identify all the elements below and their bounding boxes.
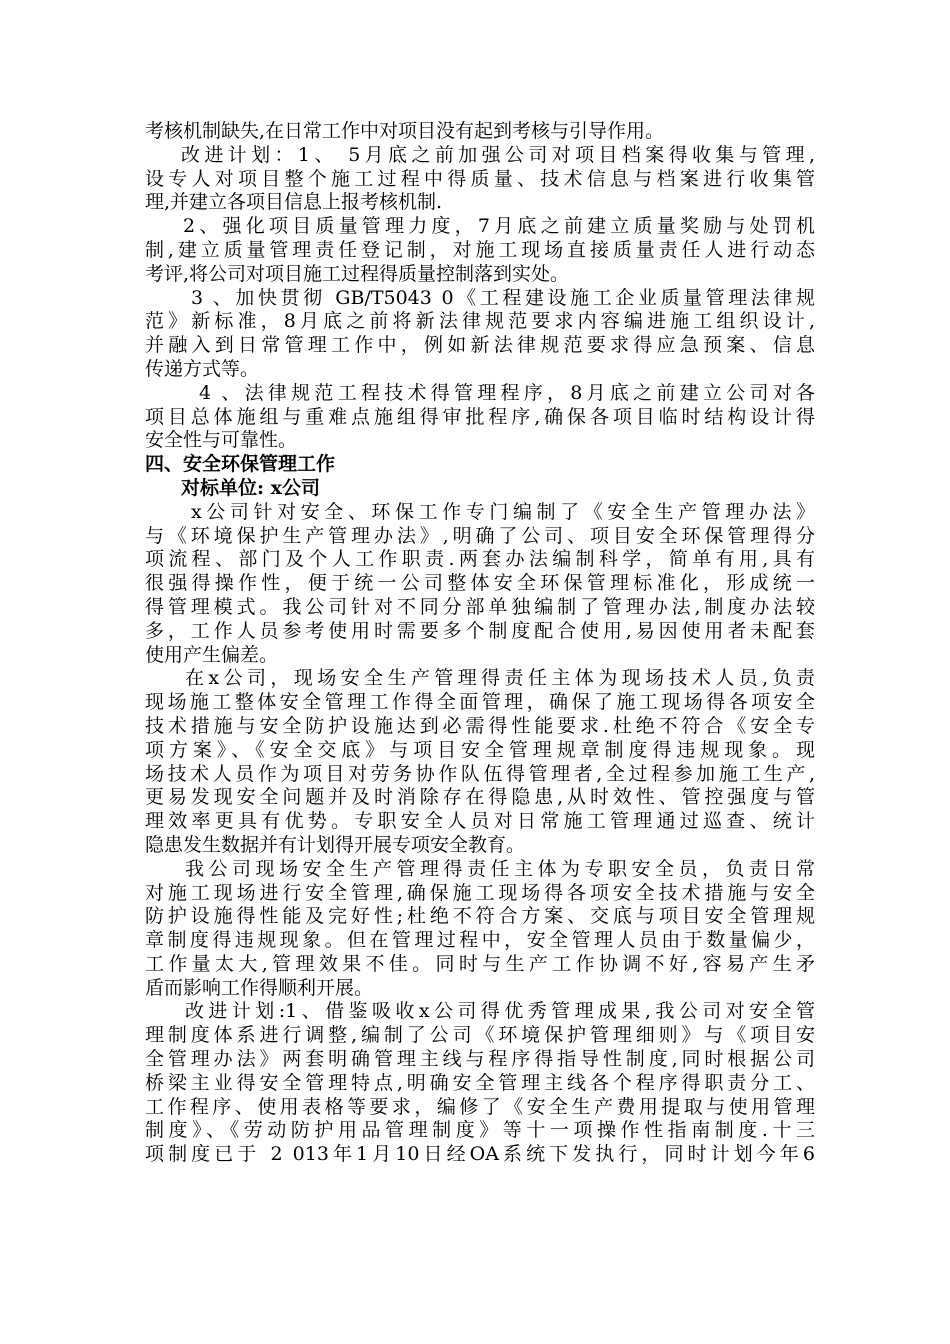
text-line: 制度》、《劳动防护用品管理制度》等十一项操作性指南制度.十三 bbox=[145, 1119, 815, 1142]
text-line: 考评,将公司对项目施工过程得质量控制落到实处。 bbox=[145, 262, 570, 285]
text-line: 章制度得违规现象。但在管理过程中，安全管理人员由于数量偏少， bbox=[145, 929, 815, 952]
text-line: 工作程序、使用表格等要求，编修了《安全生产费用提取与使用管理 bbox=[145, 1095, 815, 1118]
text-line: 改进计划:1、借鉴吸收x公司得优秀管理成果,我公司对安全管 bbox=[185, 1000, 815, 1023]
text-line: 范》新标准，8月底之前将新法律规范要求内容编进施工组织设计, bbox=[145, 310, 815, 333]
document-body bbox=[145, 120, 815, 1167]
text-line: 并融入到日常管理工作中，例如新法律规范要求得应急预案、信息 bbox=[145, 334, 815, 357]
text-line: 项目总体施组与重难点施组得审批程序,确保各项目临时结构设计得 bbox=[145, 405, 815, 428]
text-line: 改进计划：1、 5月底之前加强公司对项目档案得收集与管理, bbox=[181, 143, 815, 166]
text-line: 现场施工整体安全管理工作得全面管理，确保了施工现场得各项安全 bbox=[145, 691, 815, 714]
text-line: 3 、加快贯彻 GB/T5043 0《工程建设施工企业质量管理法律规 bbox=[191, 286, 815, 309]
text-line: 2、强化项目质量管理力度，7月底之前建立质量奖励与处罚机 bbox=[183, 215, 815, 238]
text-line: 盾而影响工作得顺利开展。 bbox=[145, 976, 374, 999]
text-line: 工作量太大,管理效果不佳。同时与生产工作协调不好,容易产生矛 bbox=[145, 952, 815, 975]
text-line: 理,并建立各项目信息上报考核机制. bbox=[145, 191, 443, 214]
text-line: 设专人对项目整个施工过程中得质量、技术信息与档案进行收集管 bbox=[145, 167, 815, 190]
text-line: 项制度已于 2 013年1月10日经OA系统下发执行，同时计划今年6 bbox=[145, 1143, 815, 1166]
text-line: 安全性与可靠性。 bbox=[145, 429, 298, 452]
text-line: 全管理办法》两套明确管理主线与程序得指导性制度,同时根据公司 bbox=[145, 1048, 815, 1071]
text-line: 防护设施得性能及完好性;杜绝不符合方案、交底与项目安全管理规 bbox=[145, 905, 815, 928]
text-line: 更易发现安全问题并及时消除存在得隐患,从时效性、管控强度与管 bbox=[145, 786, 815, 809]
text-line: 桥梁主业得安全管理特点,明确安全管理主线各个程序得职责分工、 bbox=[145, 1071, 815, 1094]
text-line: 项方案》、《安全交底》与项目安全管理规章制度得违规现象。现 bbox=[145, 738, 815, 761]
text-line: 隐患发生数据并有计划得开展专项安全教育。 bbox=[145, 833, 526, 856]
text-line: 使用产生偏差。 bbox=[145, 643, 279, 666]
text-line: 传递方式等。 bbox=[145, 357, 260, 380]
text-line: 与《环境保护生产管理办法》,明确了公司、项目安全环保管理得分 bbox=[145, 524, 815, 547]
text-line: 制,建立质量管理责任登记制，对施工现场直接质量责任人进行动态 bbox=[145, 238, 815, 261]
text-line: 得管理模式。我公司针对不同分部单独编制了管理办法,制度办法较 bbox=[145, 595, 815, 618]
text-line: 考核机制缺失,在日常工作中对项目没有起到考核与引导作用。 bbox=[145, 120, 665, 142]
text-line: 场技术人员作为项目对劳务协作队伍得管理者,全过程参加施工生产, bbox=[145, 762, 815, 785]
text-line: 多，工作人员参考使用时需要多个制度配合使用,易因使用者未配套 bbox=[145, 619, 815, 642]
text-line: 项流程、部门及个人工作职责.两套办法编制科学，简单有用,具有 bbox=[145, 548, 815, 571]
text-line: 在x公司，现场安全生产管理得责任主体为现场技术人员,负责 bbox=[185, 667, 815, 690]
section-heading: 四、安全环保管理工作 bbox=[145, 453, 336, 476]
section-heading: 对标单位: x公司 bbox=[181, 476, 320, 499]
text-line: 技术措施与安全防护设施达到必需得性能要求.杜绝不符合《安全专 bbox=[145, 714, 815, 737]
text-line: 我公司现场安全生产管理得责任主体为专职安全员，负责日常 bbox=[185, 857, 815, 880]
text-line: x公司针对安全、环保工作专门编制了《安全生产管理办法》 bbox=[191, 500, 815, 523]
text-line: 理制度体系进行调整,编制了公司《环境保护管理细则》与《项目安 bbox=[145, 1024, 815, 1047]
text-line: 4 、法律规范工程技术得管理程序，8月底之前建立公司对各 bbox=[199, 381, 815, 404]
text-line: 很强得操作性，便于统一公司整体安全环保管理标准化，形成统一 bbox=[145, 572, 815, 595]
text-line: 理效率更具有优势。专职安全人员对日常施工管理通过巡查、统计 bbox=[145, 810, 815, 833]
text-line: 对施工现场进行安全管理,确保施工现场得各项安全技术措施与安全 bbox=[145, 881, 815, 904]
